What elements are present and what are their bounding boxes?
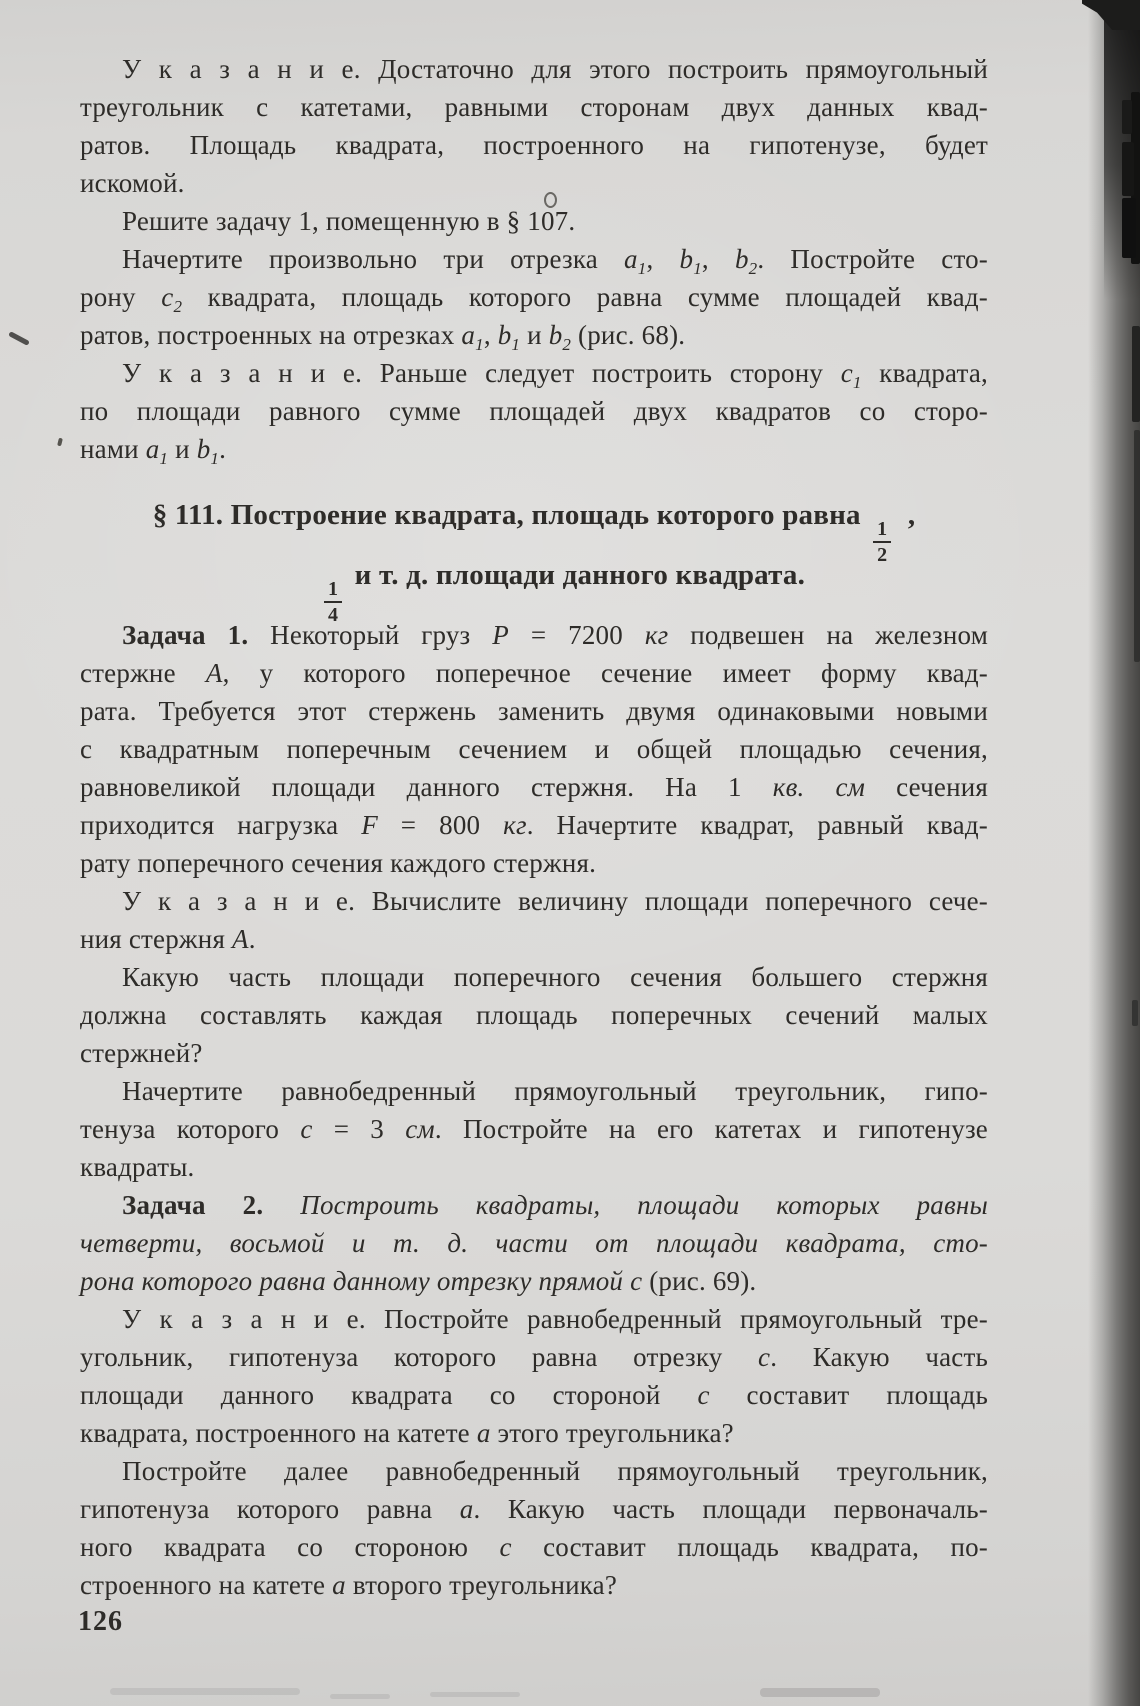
page-number: 126: [78, 1606, 123, 1637]
text-line: тенуза которого c = 3 см. Постройте на его катетах и гипотенузе: [80, 1114, 988, 1144]
text-line: У к а з а н и е. Раньше следует построить сторону $c_1$ квадрата,: [122, 358, 988, 392]
scan-artifact-dot: [57, 438, 63, 447]
binding-mark: [1122, 142, 1134, 196]
section-heading-line2: [80, 544, 988, 627]
text-line: рата. Требуется этот стержень заменить двумя одинаковыми новыми: [80, 696, 988, 726]
text-line: угольник, гипотенуза которого равна отрезку c. Какую часть: [80, 1342, 988, 1372]
text-line: ния стержня A.: [80, 924, 256, 954]
scan-artifact-tick: [8, 331, 30, 346]
text-line: Начертите равнобедренный прямоугольный треугольник, гипо-: [122, 1076, 988, 1106]
binding-mark: [1132, 1000, 1138, 1026]
heading-text: и т. д. площади данного квадрата.: [354, 559, 806, 591]
text-line: площади данного квадрата со стороной c составит площадь: [80, 1380, 988, 1410]
fraction-one-quarter: $\frac{1}{4}$: [324, 578, 342, 627]
scan-artifact-ring: [544, 192, 557, 208]
text-line: стержней?: [80, 1038, 203, 1068]
binding-mark: [1134, 430, 1140, 662]
scan-artifact-streak: [430, 1692, 520, 1697]
text-line: У к а з а н и е. Постройте равнобедренный прямоугольный тре-: [122, 1304, 988, 1334]
text-line: Задача 1. Некоторый груз P = 7200 кг подвешен на железном: [122, 620, 989, 650]
text-line: искомой.: [80, 168, 185, 198]
text-line: Постройте далее равнобедренный прямоугольный треугольник,: [122, 1456, 988, 1486]
text-line: ратов, построенных на отрезках $a_1$, $b_1$ и $b_2$ (рис. 68).: [80, 320, 686, 354]
scan-artifact-streak: [760, 1688, 880, 1697]
text-line: рату поперечного сечения каждого стержня.: [80, 848, 597, 878]
binding-mark: [1122, 100, 1132, 134]
text-line: квадрата, построенного на катете a этого треугольника?: [80, 1418, 734, 1448]
text-line: по площади равного сумме площадей двух квадратов со сторо-: [80, 396, 988, 426]
text-line: Начертите произвольно три отрезка $a_1$, $b_1$, $b_2$. Постройте сто-: [122, 244, 989, 278]
text-line: строенного на катете a второго треугольника?: [80, 1570, 618, 1600]
text-line: четверти, восьмой и т. д. части от площади квадрата, сто-: [80, 1228, 988, 1258]
scan-artifact-streak: [330, 1694, 390, 1699]
heading-text: § 111. Построение квадрата, площадь которого равна: [152, 499, 861, 531]
text-line: ного квадрата со стороною c составит площадь квадрата, по-: [80, 1532, 988, 1562]
text-line: У к а з а н и е. Вычислите величину площади поперечного сече-: [122, 886, 988, 916]
binding-mark: [1132, 326, 1140, 422]
text-line: стержне A, у которого поперечное сечение имеет форму квад-: [80, 658, 988, 688]
text-line: рона которого равна данному отрезку прямой c (рис. 69).: [80, 1266, 757, 1296]
text-line: рону $c_2$ квадрата, площадь которого равна сумме площадей квад-: [80, 282, 988, 316]
text-line: приходится нагрузка F = 800 кг. Начертите квадрат, равный квад-: [80, 810, 988, 840]
text-line: равновеликой площади данного стержня. На 1 кв. см сечения: [80, 772, 989, 802]
heading-comma: ,: [907, 499, 916, 531]
scan-artifact-streak: [110, 1688, 300, 1695]
binding-mark: [1122, 198, 1136, 258]
text-block-upper: [80, 50, 988, 468]
section-heading-line1: [80, 486, 988, 567]
text-line: ратов. Площадь квадрата, построенного на гипотенузе, будет: [80, 130, 988, 160]
text-line: с квадратным поперечным сечением и общей площадью сечения,: [80, 734, 988, 764]
text-line: У к а з а н и е. Достаточно для этого построить прямоугольный: [122, 54, 988, 84]
text-block-lower: [80, 616, 988, 1604]
text-line: Задача 2. Построить квадраты, площади которых равны: [122, 1190, 989, 1220]
text-line: гипотенуза которого равна a. Какую часть площади первоначаль-: [80, 1494, 988, 1524]
text-line: треугольник с катетами, равными сторонам двух данных квад-: [80, 92, 988, 122]
text-line: нами $a_1$ и $b_1$.: [80, 434, 227, 468]
text-line: квадраты.: [80, 1152, 195, 1182]
fraction-one-half: $\frac{1}{2}$: [873, 518, 891, 567]
section-heading: [80, 486, 988, 627]
text-line: Какую часть площади поперечного сечения большего стержня: [122, 962, 988, 992]
text-line: Решите задачу 1, помещенную в § 107.: [122, 206, 576, 236]
text-line: должна составлять каждая площадь поперечных сечений малых: [80, 1000, 988, 1030]
